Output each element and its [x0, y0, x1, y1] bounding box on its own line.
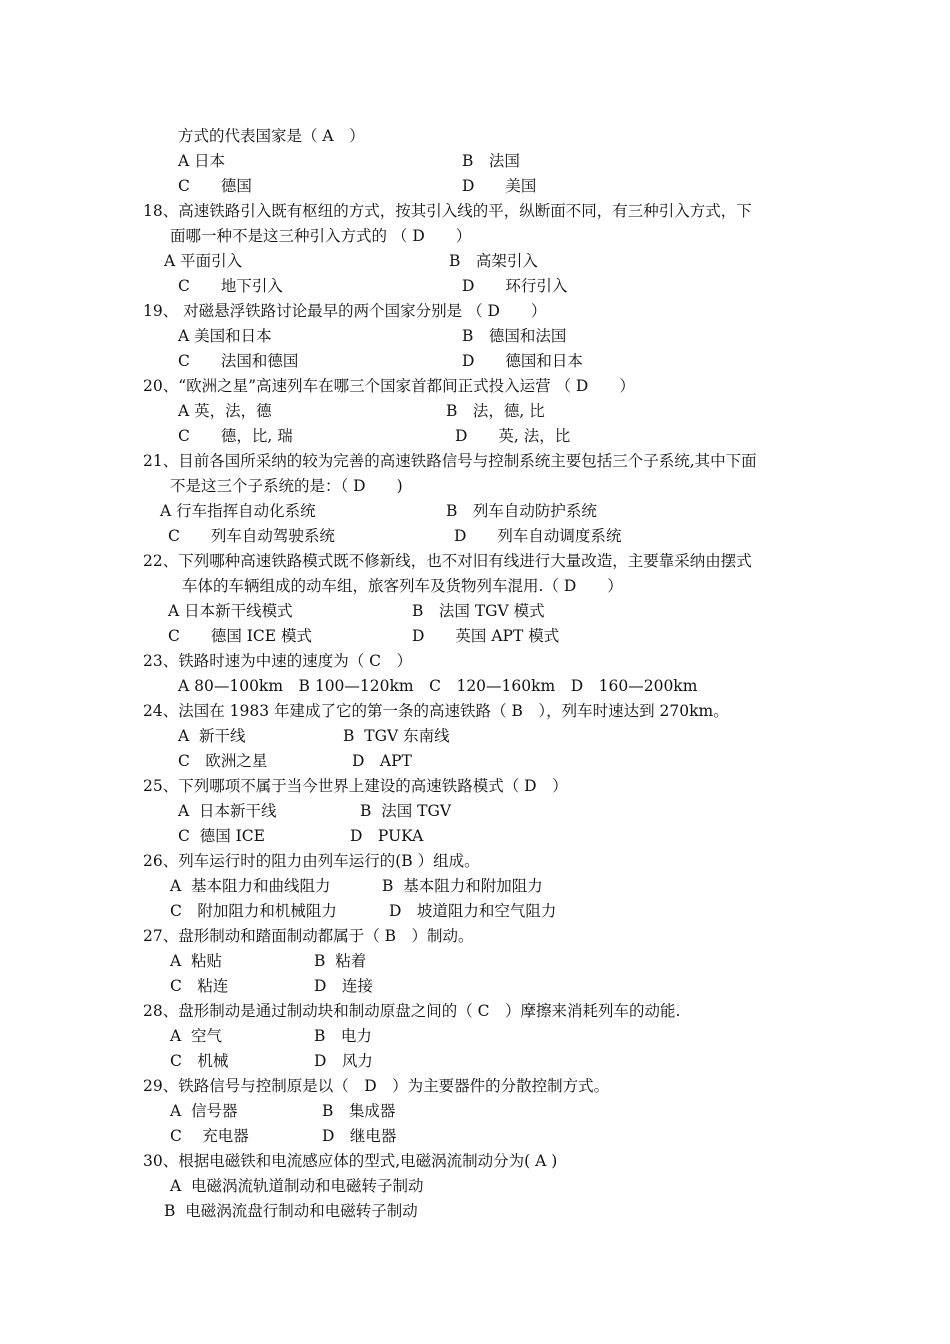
question-27-option-a: A 粘贴 [170, 952, 223, 970]
question-25-option-d: D PUKA [350, 827, 424, 845]
question-29-option-b: B 集成器 [322, 1102, 396, 1120]
question-27-text: 27、盘形制动和踏面制动都属于（ B ）制动。 [143, 927, 474, 945]
question-28-option-c: C 机械 [170, 1052, 229, 1070]
question-18-text-cont: 面哪一种不是这三种引入方式的 （ D ） [170, 227, 472, 245]
question-24-text: 24、法国在 1983 年建成了它的第一条的高速铁路（ B ），列车时速达到 270km。 [143, 702, 729, 720]
question-29-option-d: D 继电器 [322, 1127, 397, 1145]
question-24-option-c: C 欧洲之星 [178, 752, 268, 770]
question-17-option-a: A 日本 [178, 152, 226, 170]
question-26-option-d: D 坡道阻力和空气阻力 [389, 902, 557, 920]
question-26-option-a: A 基本阻力和曲线阻力 [170, 877, 331, 895]
question-18-option-d: D 环行引入 [462, 277, 568, 295]
question-21-text: 21、目前各国所采纳的较为完善的高速铁路信号与控制系统主要包括三个子系统,其中下面 [143, 452, 757, 470]
question-22-option-a: A 日本新干线模式 [168, 602, 293, 620]
question-22-text-cont: 车体的车辆组成的动车组，旅客列车及货物列车混用.（ D ） [182, 577, 623, 595]
question-20-option-b: B 法，德, 比 [446, 402, 545, 420]
question-24-option-d: D APT [352, 752, 412, 770]
question-24-option-a: A 新干线 [178, 727, 246, 745]
question-28-option-b: B 电力 [314, 1027, 372, 1045]
question-27-option-c: C 粘连 [170, 977, 229, 995]
question-29-option-a: A 信号器 [170, 1102, 238, 1120]
question-22-option-b: B 法国 TGV 模式 [412, 602, 545, 620]
question-21-option-b: B 列车自动防护系统 [446, 502, 597, 520]
question-25-option-b: B 法国 TGV [360, 802, 452, 820]
question-22-option-d: D 英国 APT 模式 [412, 627, 560, 645]
question-21-option-d: D 列车自动调度系统 [454, 527, 622, 545]
question-29-option-c: C 充电器 [170, 1127, 249, 1145]
question-26-option-c: C 附加阻力和机械阻力 [170, 902, 337, 920]
question-28-text: 28、盘形制动是通过制动块和制动原盘之间的（ C ）摩擦来消耗列车的动能. [143, 1002, 681, 1020]
question-27-option-d: D 连接 [314, 977, 373, 995]
question-20-option-a: A 英，法，德 [178, 402, 272, 420]
question-19-text: 19、 对磁悬浮铁路讨论最早的两个国家分别是 （ D ） [143, 302, 547, 320]
question-21-option-c: C 列车自动驾驶系统 [168, 527, 335, 545]
question-27-option-b: B 粘着 [314, 952, 367, 970]
question-17-text: 方式的代表国家是（ A ） [178, 127, 365, 145]
question-17-option-d: D 美国 [462, 177, 537, 195]
question-18-text: 18、高速铁路引入既有枢纽的方式，按其引入线的平，纵断面不同，有三种引入方式，下 [143, 202, 752, 220]
question-23-text: 23、铁路时速为中速的速度为（ C ） [143, 652, 413, 670]
question-24-option-b: B TGV 东南线 [343, 727, 450, 745]
question-17-option-b: B 法国 [462, 152, 520, 170]
question-26-option-b: B 基本阻力和附加阻力 [382, 877, 543, 895]
question-30-text: 30、根据电磁铁和电流感应体的型式,电磁涡流制动分为( A ) [143, 1152, 558, 1170]
question-28-option-a: A 空气 [170, 1027, 223, 1045]
question-20-option-d: D 英, 法，比 [455, 427, 571, 445]
question-22-text: 22、下列哪种高速铁路模式既不修新线，也不对旧有线进行大量改造，主要靠采纳由摆式 [143, 552, 752, 570]
question-20-text: 20、“欧洲之星”高速列车在哪三个国家首都间正式投入运营 （ D ） [143, 377, 635, 395]
question-22-option-c: C 德国 ICE 模式 [168, 627, 313, 645]
question-20-option-c: C 德，比, 瑞 [178, 427, 293, 445]
question-21-text-cont: 不是这三个子系统的是：（ D ) [170, 477, 403, 495]
question-18-option-c: C 地下引入 [178, 277, 283, 295]
question-25-option-c: C 德国 ICE [178, 827, 265, 845]
question-18-option-b: B 高架引入 [449, 252, 538, 270]
question-29-text: 29、铁路信号与控制原是以（ D ）为主要器件的分散控制方式。 [143, 1077, 610, 1095]
question-30-option-b: B 电磁涡流盘行制动和电磁转子制动 [164, 1202, 418, 1220]
question-30-option-a: A 电磁涡流轨道制动和电磁转子制动 [170, 1177, 424, 1195]
question-25-option-a: A 日本新干线 [178, 802, 277, 820]
question-17-option-c: C 德国 [178, 177, 252, 195]
question-19-option-c: C 法国和德国 [178, 352, 299, 370]
question-23-options: A 80—100km B 100—120km C 120—160km D 160—200km [178, 677, 698, 695]
question-18-option-a: A 平面引入 [164, 252, 243, 270]
question-19-option-a: A 美国和日本 [178, 327, 272, 345]
question-28-option-d: D 风力 [314, 1052, 373, 1070]
question-21-option-a: A 行车指挥自动化系统 [160, 502, 316, 520]
question-19-option-b: B 德国和法国 [462, 327, 567, 345]
question-19-option-d: D 德国和日本 [462, 352, 583, 370]
question-25-text: 25、下列哪项不属于当今世界上建设的高速铁路模式（ D ） [143, 777, 568, 795]
question-26-text: 26、列车运行时的阻力由列车运行的(B ）组成。 [143, 852, 480, 870]
